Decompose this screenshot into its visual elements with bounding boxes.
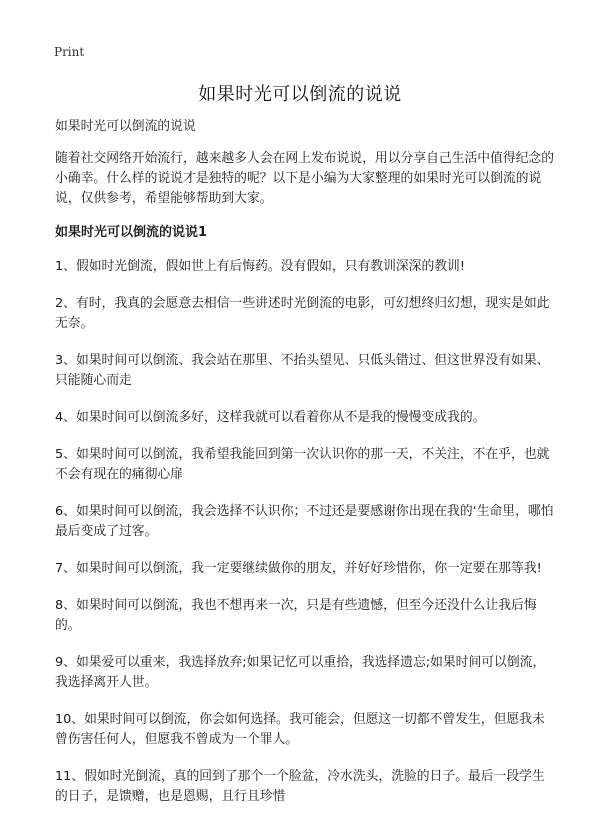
list-item: 10、如果时间可以倒流，你会如何选择。我可能会，但愿这一切都不曾发生，但愿我未曾伤害任何人，但愿我不曾成为一个罪人。: [55, 712, 545, 747]
list-item: 9、如果爱可以重来，我选择放弃;如果记忆可以重拾，我选择遗忘;如果时间可以倒流，我选择离开人世。: [55, 655, 546, 690]
list-item: 1、假如时光倒流，假如世上有后悔药。没有假如，只有教训深深的教训!: [55, 259, 465, 274]
list-item: 5、如果时间可以倒流，我希望我能回到第一次认识你的那一天，不关注，不在乎，也就不会有现在的痛彻心扉: [55, 447, 550, 482]
list-item: 4、如果时间可以倒流多好，这样我就可以看着你从不是我的慢慢变成我的。: [55, 410, 486, 425]
list-item: 2、有时，我真的会愿意去相信一些讲述时光倒流的电影，可幻想终归幻想，现实是如此无奈。: [55, 296, 550, 331]
print-link[interactable]: Print: [54, 45, 85, 59]
list-item: 11、假如时光倒流，真的回到了那个一个脸盆，冷水洗头，洗脸的日子。最后一段学生的日子，是馈赠，也是恩赐，且行且珍惜: [55, 769, 545, 804]
list-item: 6、如果时间可以倒流，我会选择不认识你；不过还是要感谢你出现在我的‘生命里，哪怕最后变成了过客。: [55, 504, 554, 539]
article-subtitle: 如果时光可以倒流的说说: [55, 119, 196, 134]
article-body: [55, 117, 555, 824]
page-title: 如果时光可以倒流的说说: [198, 84, 402, 105]
intro-paragraph: 随着社交网络开始流行，越来越多人会在网上发布说说，用以分享自己生活中值得纪念的小确幸。什么样的说说才是独特的呢？以下是小编为大家整理的如果时光可以倒流的说说，仅供参考，希望能够帮助到大家。: [55, 151, 555, 206]
list-item: 8、如果时间可以倒流，我也不想再来一次，只是有些遗憾，但至今还没什么让我后悔的。: [55, 598, 537, 633]
list-item: 3、如果时间可以倒流、我会站在那里、不抬头望见、只低头错过、但这世界没有如果、只能随心而走: [55, 353, 550, 388]
section-heading: 如果时光可以倒流的说说1: [55, 225, 208, 240]
list-item: 7、如果时间可以倒流，我一定要继续做你的朋友，并好好珍惜你，你一定要在那等我!: [55, 561, 542, 576]
